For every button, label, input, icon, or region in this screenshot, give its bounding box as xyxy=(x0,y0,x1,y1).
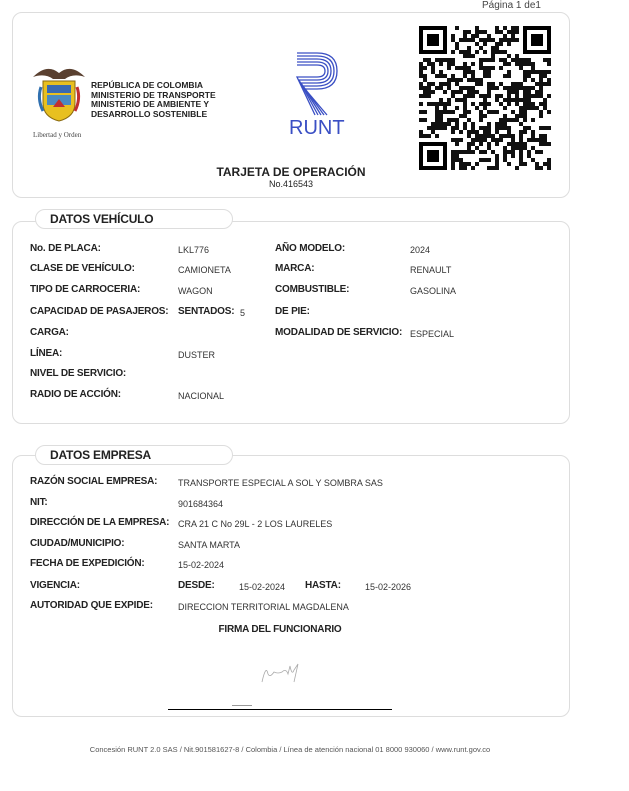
vehicle-section-title: DATOS VEHÍCULO xyxy=(35,209,233,229)
direccion-value: CRA 21 C No 29L - 2 LOS LAURELES xyxy=(178,519,333,529)
ministry-text xyxy=(91,81,216,119)
autoridad-label: AUTORIDAD QUE EXPIDE: xyxy=(30,600,153,611)
company-section-title: DATOS EMPRESA xyxy=(35,445,233,465)
qr-code xyxy=(419,26,551,170)
nit-label: NIT: xyxy=(30,497,48,508)
carroceria-label: TIPO DE CARROCERIA: xyxy=(30,284,141,295)
signature-line xyxy=(168,709,392,710)
signature-image xyxy=(258,660,304,686)
coat-motto: Libertad y Orden xyxy=(33,131,82,139)
capacidad-label: CAPACIDAD DE PASAJEROS: xyxy=(30,306,169,317)
ciudad-label: CIUDAD/MUNICIPIO: xyxy=(30,538,125,549)
document-title: TARJETA DE OPERACIÓN xyxy=(216,165,366,179)
fecha-label: FECHA DE EXPEDICIÓN: xyxy=(30,558,145,569)
placa-value: LKL776 xyxy=(178,245,210,255)
runt-logo-icon xyxy=(293,47,343,117)
linea-value: DUSTER xyxy=(178,350,216,360)
marca-value: RENAULT xyxy=(410,265,452,275)
ministry-line: MINISTERIO DE TRANSPORTE xyxy=(91,89,216,100)
ministry-line: MINISTERIO DE AMBIENTE Y xyxy=(91,99,210,109)
autoridad-value: DIRECCION TERRITORIAL MAGDALENA xyxy=(178,602,349,612)
coat-of-arms-icon xyxy=(29,59,89,129)
combustible-value: GASOLINA xyxy=(410,286,457,296)
hasta-value: 15-02-2026 xyxy=(365,582,412,592)
document-number: No.416543 xyxy=(268,179,314,189)
ministry-line: REPÚBLICA DE COLOMBIA xyxy=(91,80,204,90)
combustible-label: COMBUSTIBLE: xyxy=(275,284,350,295)
desde-label: DESDE: xyxy=(178,580,215,591)
marca-label: MARCA: xyxy=(275,263,315,274)
page-indicator: Página 1 de1 xyxy=(482,0,541,11)
sentados-label: SENTADOS: xyxy=(178,306,235,317)
radio-label: RADIO DE ACCIÓN: xyxy=(30,389,121,400)
desde-value: 15-02-2024 xyxy=(239,582,286,592)
razon-label: RAZÓN SOCIAL EMPRESA: xyxy=(30,476,158,487)
fecha-value: 15-02-2024 xyxy=(178,560,225,570)
runt-logo-text: RUNT xyxy=(289,117,345,139)
razon-value: TRANSPORTE ESPECIAL A SOL Y SOMBRA SAS xyxy=(178,478,383,488)
anio-label: AÑO MODELO: xyxy=(275,243,346,254)
ministry-line: DESARROLLO SOSTENIBLE xyxy=(91,108,208,119)
ciudad-value: SANTA MARTA xyxy=(178,540,241,550)
nit-value: 901684364 xyxy=(178,499,224,509)
direccion-label: DIRECCIÓN DE LA EMPRESA: xyxy=(30,517,170,528)
hasta-label: HASTA: xyxy=(305,580,341,591)
vigencia-label: VIGENCIA: xyxy=(30,580,80,591)
sentados-value: 5 xyxy=(240,308,246,318)
linea-label: LÍNEA: xyxy=(30,348,63,359)
modalidad-label: MODALIDAD DE SERVICIO: xyxy=(275,327,403,338)
carga-label: CARGA: xyxy=(30,327,69,338)
footer-text: Concesión RUNT 2.0 SAS / Nit.901581627-8 / Colombia / Línea de atención nacional 01 8000 930060 / www.runt.gov.co xyxy=(89,745,491,754)
firma-label: FIRMA DEL FUNCIONARIO xyxy=(218,624,342,635)
signature-mark xyxy=(232,705,252,706)
header-card xyxy=(12,12,570,198)
nivel-label: NIVEL DE SERVICIO: xyxy=(30,368,127,379)
modalidad-value: ESPECIAL xyxy=(410,329,455,339)
anio-value: 2024 xyxy=(410,245,431,255)
placa-label: No. DE PLACA: xyxy=(30,243,101,254)
clase-value: CAMIONETA xyxy=(178,265,231,275)
carroceria-value: WAGON xyxy=(178,286,213,296)
clase-label: CLASE DE VEHÍCULO: xyxy=(30,263,135,274)
de-pie-label: DE PIE: xyxy=(275,306,310,317)
radio-value: NACIONAL xyxy=(178,391,225,401)
